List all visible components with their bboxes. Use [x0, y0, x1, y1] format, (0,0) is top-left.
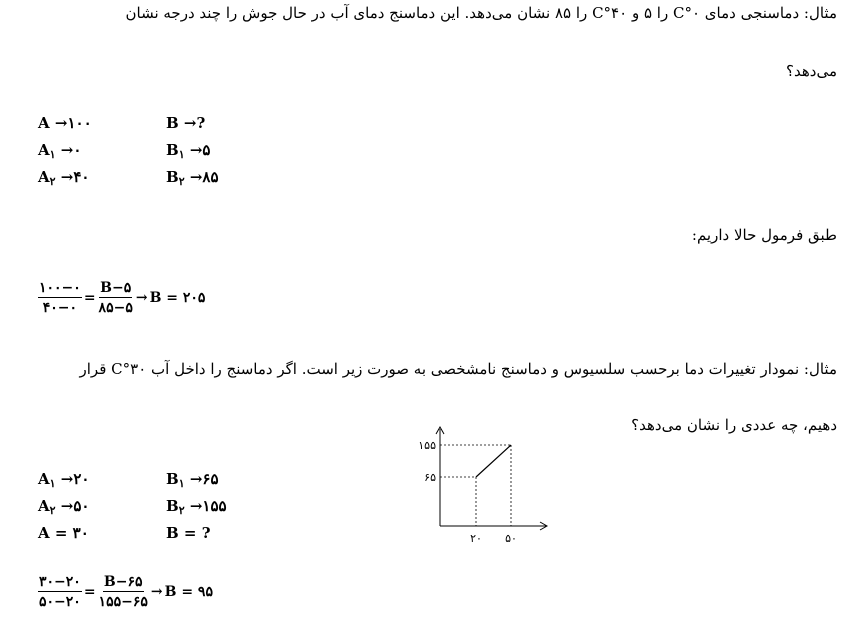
formula-result: B = ۹۵: [164, 584, 213, 600]
table-row: $A_۱$ →۰: [38, 141, 82, 161]
y-tick-label: ۱۵۵: [418, 439, 436, 452]
table-row: $B_۲$ →۱۵۵: [166, 497, 227, 517]
formula-2: $\frac{۳۰-۲۰}{۵۰-۲۰}$ = $\frac{B-۶۵}{۱۵۵-۶۵}$ → B = ۹۵: [39, 574, 213, 610]
table-row: $A_۲$ →۴۰: [38, 168, 90, 188]
table-row: B →?: [166, 114, 206, 132]
x-tick-label: ۵۰: [505, 532, 517, 545]
x-tick-label: ۲۰: [470, 532, 482, 545]
y-tick-label: ۶۵: [424, 471, 436, 484]
example2-line2: دهیم، چه عددی را نشان می‌دهد؟: [631, 416, 837, 434]
table-row: B = ?: [166, 524, 211, 542]
table-row: $B_۲$ →۸۵: [166, 168, 219, 188]
series-line: [476, 445, 511, 477]
formula-intro: طبق فرمول حالا داریم:: [691, 226, 837, 244]
formula-result: B = ۲۰۵: [149, 290, 206, 306]
example1-line1: مثال: دماسنجی دمای ۰°C را ۵ و ۴۰°C را ۸۵ نشان می‌دهد. این دماسنج دمای آب در حال جوش را چند درجه نشان: [125, 4, 837, 22]
example1-line2: می‌دهد؟: [786, 62, 837, 80]
fraction-right: $\frac{B-۵}{۸۵-۵}$: [98, 280, 133, 316]
example2-line1: مثال: نمودار تغییرات دما برحسب سلسیوس و دماسنج نامشخصی به صورت زیر است. اگر دماسنج را داخل آب ۳۰°C قرار: [79, 360, 837, 378]
table-row: A = ۳۰: [38, 524, 89, 542]
table-row: $B_۱$ →۶۵: [166, 470, 219, 490]
fraction-right: $\frac{B-۶۵}{۱۵۵-۶۵}$: [98, 574, 148, 610]
table-row: $B_۱$ →۵: [166, 141, 211, 161]
line-chart: [400, 425, 555, 550]
formula-1: $\frac{۱۰۰-۰}{۴۰-۰}$ = $\frac{B-۵}{۸۵-۵}$ → B = ۲۰۵: [39, 280, 206, 316]
table-row: A →۱۰۰: [38, 114, 92, 132]
table-row: $A_۲$ →۵۰: [38, 497, 90, 517]
table-row: $A_۱$ →۲۰: [38, 470, 90, 490]
fraction-left: $\frac{۱۰۰-۰}{۴۰-۰}$: [39, 280, 81, 316]
fraction-left: $\frac{۳۰-۲۰}{۵۰-۲۰}$: [39, 574, 81, 610]
